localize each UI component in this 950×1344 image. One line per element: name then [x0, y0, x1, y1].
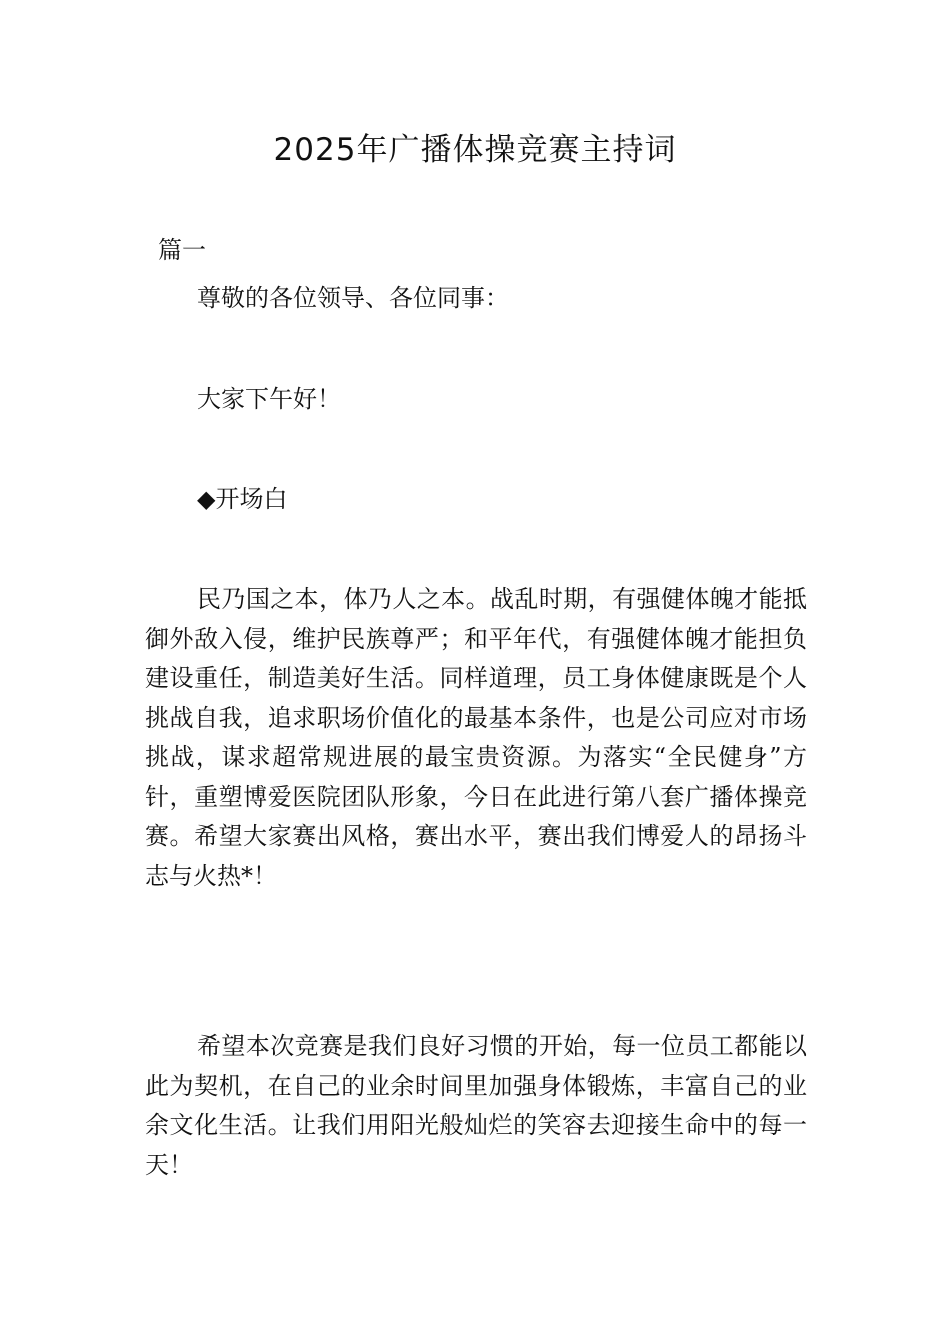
paragraph-hello: 大家下午好！	[197, 385, 341, 413]
paragraph-body-1: 民乃国之本，体乃人之本。战乱时期，有强健体魄才能抵御外敌入侵，维护民族尊严；和平年代，有强健体魄才能担负建设重任，制造美好生活。同样道理，员工身体健康既是个人挑战自我，追求职场价值化的最基本条件，也是公司应对市场挑战，谋求超常规进展的最宝贵资源。为落实“全民健身”方针，重塑博爱医院团队形象，今日在此进行第八套广播体操竞赛。希望大家赛出风格，赛出水平，赛出我们博爱人的昂扬斗志与火热*！	[145, 585, 807, 890]
document-title: 2025年广播体操竞赛主持词	[273, 132, 677, 168]
paragraph-opening-heading: ◆开场白	[197, 485, 288, 513]
section-label: 篇一	[158, 236, 206, 264]
paragraph-greeting: 尊敬的各位领导、各位同事：	[197, 284, 509, 312]
paragraph-body-2: 希望本次竞赛是我们良好习惯的开始，每一位员工都能以此为契机，在自己的业余时间里加强身体锻炼，丰富自己的业余文化生活。让我们用阳光般灿烂的笑容去迎接生命中的每一天！	[145, 1032, 807, 1179]
